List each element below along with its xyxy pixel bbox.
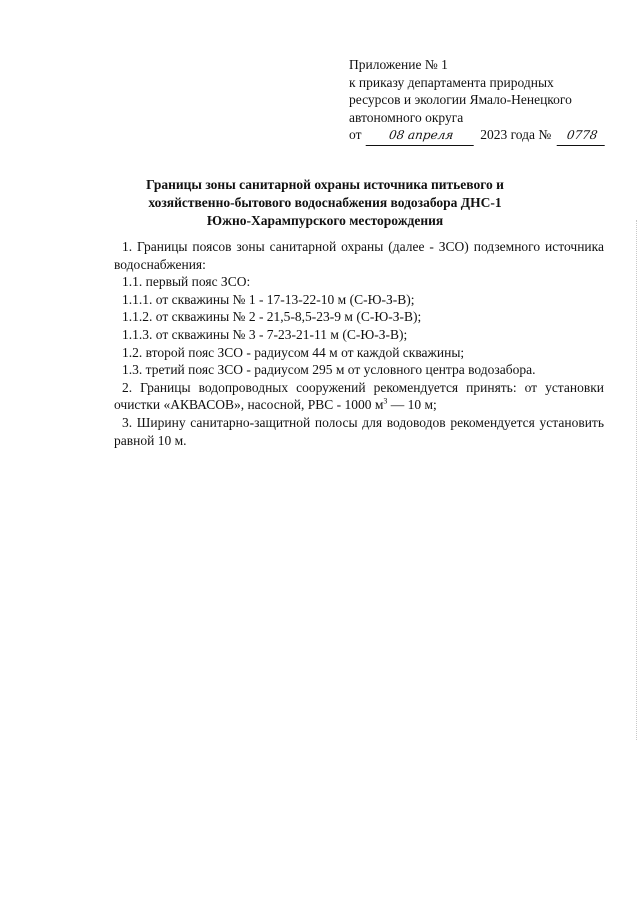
header-line-appendix: Приложение № 1 (349, 57, 448, 72)
paragraph-1-1-1: 1.1.1. от скважины № 1 - 17-13-22-10 м (С-Ю-З-В); (122, 291, 415, 307)
paragraph-1-2: 1.2. второй пояс ЗСО - радиусом 44 м от каждой скважины; (122, 344, 465, 360)
title-line-2: хозяйственно-бытового водоснабжения водозабора ДНС-1 (148, 194, 502, 210)
handwritten-date: 08 апреля (366, 127, 477, 146)
paragraph-3: 3. Ширину санитарно-защитной полосы для водоводов рекомендуется установить равной 10 м. (114, 414, 604, 448)
paragraph-1-3: 1.3. третий пояс ЗСО - радиусом 295 м от условного центра водозабора. (122, 362, 536, 378)
paragraph-1: 1. Границы поясов зоны санитарной охраны (далее - ЗСО) подземного источника водоснабжения: (114, 239, 604, 272)
year-text: 2023 года № (480, 127, 552, 143)
title-line-1: Границы зоны санитарной охраны источника питьевого и (146, 177, 504, 192)
document-body (114, 238, 604, 449)
paragraph-2-end: — 10 м; (387, 397, 437, 413)
date-prefix: от (349, 127, 362, 143)
handwritten-number: 0778 (556, 127, 607, 146)
scan-edge-marks (635, 220, 637, 740)
paragraph-1-1-2: 1.1.2. от скважины № 2 - 21,5-8,5-23-9 м (С-Ю-З-В); (122, 309, 422, 325)
header-date-line (349, 126, 619, 146)
appendix-header (349, 56, 619, 146)
paragraph-1-1-3: 1.1.3. от скважины № 3 - 7-23-21-11 м (С-Ю-З-В); (122, 326, 408, 342)
header-line-region: автономного округа (349, 109, 464, 125)
header-line-order: к приказу департамента природных (349, 74, 554, 90)
paragraph-1-1: 1.1. первый пояс ЗСО: (122, 274, 251, 290)
document-title (110, 176, 540, 229)
paragraph-2 (114, 379, 604, 414)
header-line-department: ресурсов и экологии Ямало-Ненецкого (349, 92, 572, 108)
title-line-3: Южно-Харампурского месторождения (206, 212, 444, 228)
cubic-superscript: 3 (383, 396, 388, 406)
paragraph-2-text: 2. Границы водопроводных сооружений рекомендуется принять: от установки очистки «АКВАСОВ», насосной, РВС - 1000 м (114, 379, 604, 413)
